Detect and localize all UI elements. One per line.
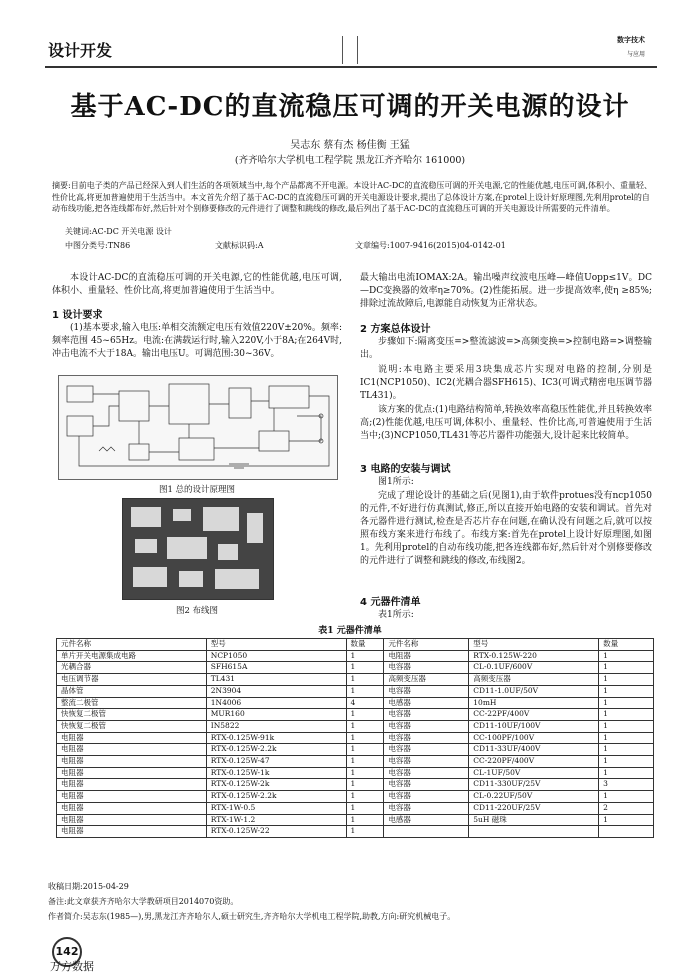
table-cell: TL431 [206,674,346,686]
section-heading-3: 3 电路的安装与调试 [360,464,451,475]
table-row [57,709,654,721]
authors: 吴志东 蔡有杰 杨佳衡 王猛 [290,140,410,151]
table-cell: RTX-0.125W-2k [206,779,346,791]
table-ref: 表1所示: [378,610,414,620]
pcb-component [179,571,203,587]
section-heading-1: 1 设计要求 [52,310,103,321]
pcb-component [247,513,263,543]
table-cell: 电容器 [384,720,469,732]
table-row [57,674,654,686]
table-cell: 晶体管 [57,685,207,697]
table-cell: 光耦合器 [57,662,207,674]
table-cell: 电阻器 [57,791,207,803]
header-rule [45,66,657,68]
table-cell: 2N3904 [206,685,346,697]
table-cell: 电容器 [384,802,469,814]
figure-ref: 图1所示: [378,477,414,487]
table-header-cell: 元件名称 [384,639,469,651]
pcb-component [167,537,207,559]
table-cell: 1 [599,767,654,779]
table-cell: 5uH 磁珠 [469,814,599,826]
table-cell: MUR160 [206,709,346,721]
table-row [57,744,654,756]
table-cell: 电感器 [384,814,469,826]
pcb-layout-figure [122,498,274,600]
table-cell: 电阻器 [57,826,207,838]
pcb-component [135,539,157,553]
table-cell: 电容器 [384,767,469,779]
table-cell: 电容器 [384,779,469,791]
table-cell: 1 [599,791,654,803]
table-cell: 1 [599,709,654,721]
table-cell: 电容器 [384,662,469,674]
table-cell: 1 [346,662,384,674]
table-cell: 1 [346,756,384,768]
pcb-component [133,567,167,587]
table-header-cell: 数量 [346,639,384,651]
pcb-component [131,507,161,527]
table-cell: RTX-1W-1.2 [206,814,346,826]
requirements-paragraph: (1)基本要求,输入电压:单相交流额定电压有效值220V±20%。频率:频率范围 45~65Hz。电流:在满载运行时,输入220V,小于8A;在264V时,冲击电流不大于18A。输出电压U。可调范围:30~36V。 [52,323,342,359]
table-cell: 1 [599,697,654,709]
table-cell: 1 [599,756,654,768]
table-cell: 快恢复二极管 [57,709,207,721]
parts-table [56,638,654,838]
table-cell: 1 [346,744,384,756]
clc-number: 中图分类号:TN86 [65,241,131,250]
journal-name: 数字技术 [617,36,645,44]
table-cell: 1 [346,779,384,791]
table-row [57,779,654,791]
journal-badge [585,35,645,65]
table-cell: 电压调节器 [57,674,207,686]
table-cell: RTX-0.125W-2.2k [206,744,346,756]
table-cell: 1 [346,791,384,803]
specs-paragraph: 最大输出电流IOMAX:2A。输出噪声纹波电压峰—峰值Uopp≤1V。DC—DC变换器的效率η≥70%。(2)性能拓展。进一步提高效率,使η ≥85%;排除过流故障后,电源能自动恢复为正常状态。 [360,273,652,309]
table-cell: RTX-0.125W-22 [206,826,346,838]
pcb-component [173,509,191,521]
table-row [57,697,654,709]
received-date: 收稿日期:2015-04-29 [48,882,129,891]
figure-2-caption: 图2 布线图 [175,606,219,616]
article-title: 基于AC-DC的直流稳压可调的开关电源的设计 [70,92,630,122]
table-cell: 1 [346,767,384,779]
table-header-cell: 型号 [469,639,599,651]
header-divider [342,36,358,64]
table-cell: CD11-10UF/100V [469,720,599,732]
table-cell: CL-1UF/50V [469,767,599,779]
table-row [57,791,654,803]
table-cell: 电容器 [384,791,469,803]
table-cell: 电容器 [384,756,469,768]
table-cell: RTX-0.125W-1k [206,767,346,779]
table-row [57,756,654,768]
table-cell: 1 [599,685,654,697]
figure-1-caption: 图1 总的设计原理图 [158,485,236,495]
table-cell: 3 [599,779,654,791]
table-cell: CL-0.1UF/600V [469,662,599,674]
steps-paragraph: 步骤如下:隔离变压=>整流滤波=>高频变换=>控制电路=>调整输出。 [360,337,652,360]
table-cell: 单片开关电源集成电路 [57,650,207,662]
table-header-row [57,639,654,651]
page-number: 142 [52,937,82,967]
table-cell: RTX-0.125W-47 [206,756,346,768]
table-row [57,662,654,674]
table-cell: 1 [346,685,384,697]
table-cell: 1 [599,720,654,732]
table-cell: 快恢复二极管 [57,720,207,732]
table-row [57,767,654,779]
table-cell: 1 [599,662,654,674]
table-cell: 1 [346,674,384,686]
keywords: 关键词:AC-DC 开关电源 设计 [65,227,172,236]
table-cell: CD11-330UF/25V [469,779,599,791]
schematic-figure [58,375,338,480]
table-cell: 10mH [469,697,599,709]
table-cell: CD11-1.0UF/50V [469,685,599,697]
author-bio: 作者简介:吴志东(1985—),男,黑龙江齐齐哈尔人,硕士研究生,齐齐哈尔大学机电工程学院,助教,方向:研究机械电子。 [48,912,456,921]
pcb-component [203,507,239,531]
table-cell: 电阻器 [57,744,207,756]
table-caption: 表1 元器件清单 [318,626,382,636]
table-cell: CC-22PF/400V [469,709,599,721]
pcb-component [215,569,259,589]
table-cell: 电阻器 [384,650,469,662]
table-cell: RTX-0.125W-220 [469,650,599,662]
journal-subname: 与应用 [626,51,645,58]
table-cell: RTX-0.125W-2.2k [206,791,346,803]
table-cell: 4 [346,697,384,709]
table-cell: 1 [346,650,384,662]
table-cell: CL-0.22UF/50V [469,791,599,803]
table-cell: 电感器 [384,697,469,709]
table-cell: 1 [599,744,654,756]
document-code: 文献标识码:A [215,241,264,250]
funding-note: 备注:此文章获齐齐哈尔大学教研项目2014070资助。 [48,897,239,906]
table-cell: RTX-0.125W-91k [206,732,346,744]
table-cell: 电阻器 [57,732,207,744]
section-heading-4: 4 元器件清单 [360,597,421,608]
article-number: 文章编号:1007-9416(2015)04-0142-01 [355,241,506,250]
table-cell [384,826,469,838]
table-header-cell: 型号 [206,639,346,651]
explanation-paragraph: 说明:本电路主要采用3块集成芯片实现对电路的控制,分别是IC1(NCP1050)、IC2(光耦合器SFH615)、IC3(可调式精密电压调节器TL431)。 [360,365,652,401]
table-cell: 整流二极管 [57,697,207,709]
table-cell: 高频变压器 [384,674,469,686]
pcb-component [218,544,238,560]
installation-paragraph: 完成了理论设计的基础之后(见图1),由于软件protues没有ncp1050的元件,不好进行仿真测试,修正,所以直接开始电路的安装和调试。首先对各元器件进行测试,检查是否芯片存在问题,在确认没有问题之后,就可以按照布线方案来进行布线了。布线方案:首先在protel上设计好原理图,如图1。先利用protel的自动布线功能,把各连线都布好,然后针对个别修要修改的元件进行了调整和跳线的修改,布线图2。 [360,491,652,566]
table-cell: 电容器 [384,744,469,756]
table-cell: 1 [346,826,384,838]
table-cell: 电容器 [384,685,469,697]
abstract: 摘要:目前电子类的产品已经深入到人们生活的各项领域当中,每个产品都离不开电源。本设计AC-DC的直流稳压可调的开关电源,它的性能优越,电压可调,体积小、重量轻、性价比高,将更加普遍使用于生活当中。本文首先介绍了基于AC-DC的直流稳压可调的开关电源设计要求,提出了总体设计方案,在protel上设计好原理图,先利用protel的自动布线功能,把各连线都布好,然后针对个别修要修改的元件进行了调整和跳线的修改,最后列出了基于AC-DC的直流稳压可调的开关电源设计所需要的元件清单。 [52,181,652,213]
table-header-cell: 数量 [599,639,654,651]
table-cell: 电容器 [384,732,469,744]
table-cell [599,826,654,838]
table-row [57,685,654,697]
table-cell: 1N4006 [206,697,346,709]
table-header-cell: 元件名称 [57,639,207,651]
table-row [57,814,654,826]
table-cell: IN5822 [206,720,346,732]
table-cell: 1 [346,802,384,814]
table-cell: CD11-33UF/400V [469,744,599,756]
table-cell: CD11-220UF/25V [469,802,599,814]
table-cell: 1 [346,720,384,732]
table-row [57,732,654,744]
table-body [57,650,654,837]
table-row [57,650,654,662]
table-cell: 1 [346,709,384,721]
table-cell: 1 [599,674,654,686]
table-cell: 1 [346,814,384,826]
table-cell [469,826,599,838]
table-cell: SFH615A [206,662,346,674]
table-cell: RTX-1W-0.5 [206,802,346,814]
table-row [57,826,654,838]
advantages-paragraph: 该方案的优点:(1)电路结构简单,转换效率高稳压性能优,并且转换效率高;(2)性能优越,电压可调,体积小、重量轻、性价比高,可普遍使用于生活当中;(3)NCP1050,TL431等芯片器件功能强大,设计起来比较简单。 [360,405,652,441]
table-row [57,802,654,814]
table-cell: CC-220PF/400V [469,756,599,768]
table-cell: 1 [346,732,384,744]
affiliation: (齐齐哈尔大学机电工程学院 黑龙江齐齐哈尔 161000) [234,155,466,166]
table-cell: 1 [599,814,654,826]
table-cell: 高频变压器 [469,674,599,686]
table-cell: CC-100PF/100V [469,732,599,744]
table-cell: 电阻器 [57,779,207,791]
table-cell: 1 [599,732,654,744]
table-cell: 电容器 [384,709,469,721]
table-cell: NCP1050 [206,650,346,662]
table-cell: 电阻器 [57,767,207,779]
table-row [57,720,654,732]
table-cell: 电阻器 [57,802,207,814]
watermark: 万方数据 [50,960,94,973]
schematic-diagram [59,376,337,479]
table-cell: 电阻器 [57,814,207,826]
section-label: 设计开发 [48,41,113,60]
table-cell: 2 [599,802,654,814]
intro-paragraph: 本设计AC-DC的直流稳压可调的开关电源,它的性能优越,电压可调,体积小、重量轻、性价比高,将更加普遍使用于生活当中。 [52,273,342,296]
table-cell: 电阻器 [57,756,207,768]
table-cell: 1 [599,650,654,662]
section-heading-2: 2 方案总体设计 [360,324,431,335]
